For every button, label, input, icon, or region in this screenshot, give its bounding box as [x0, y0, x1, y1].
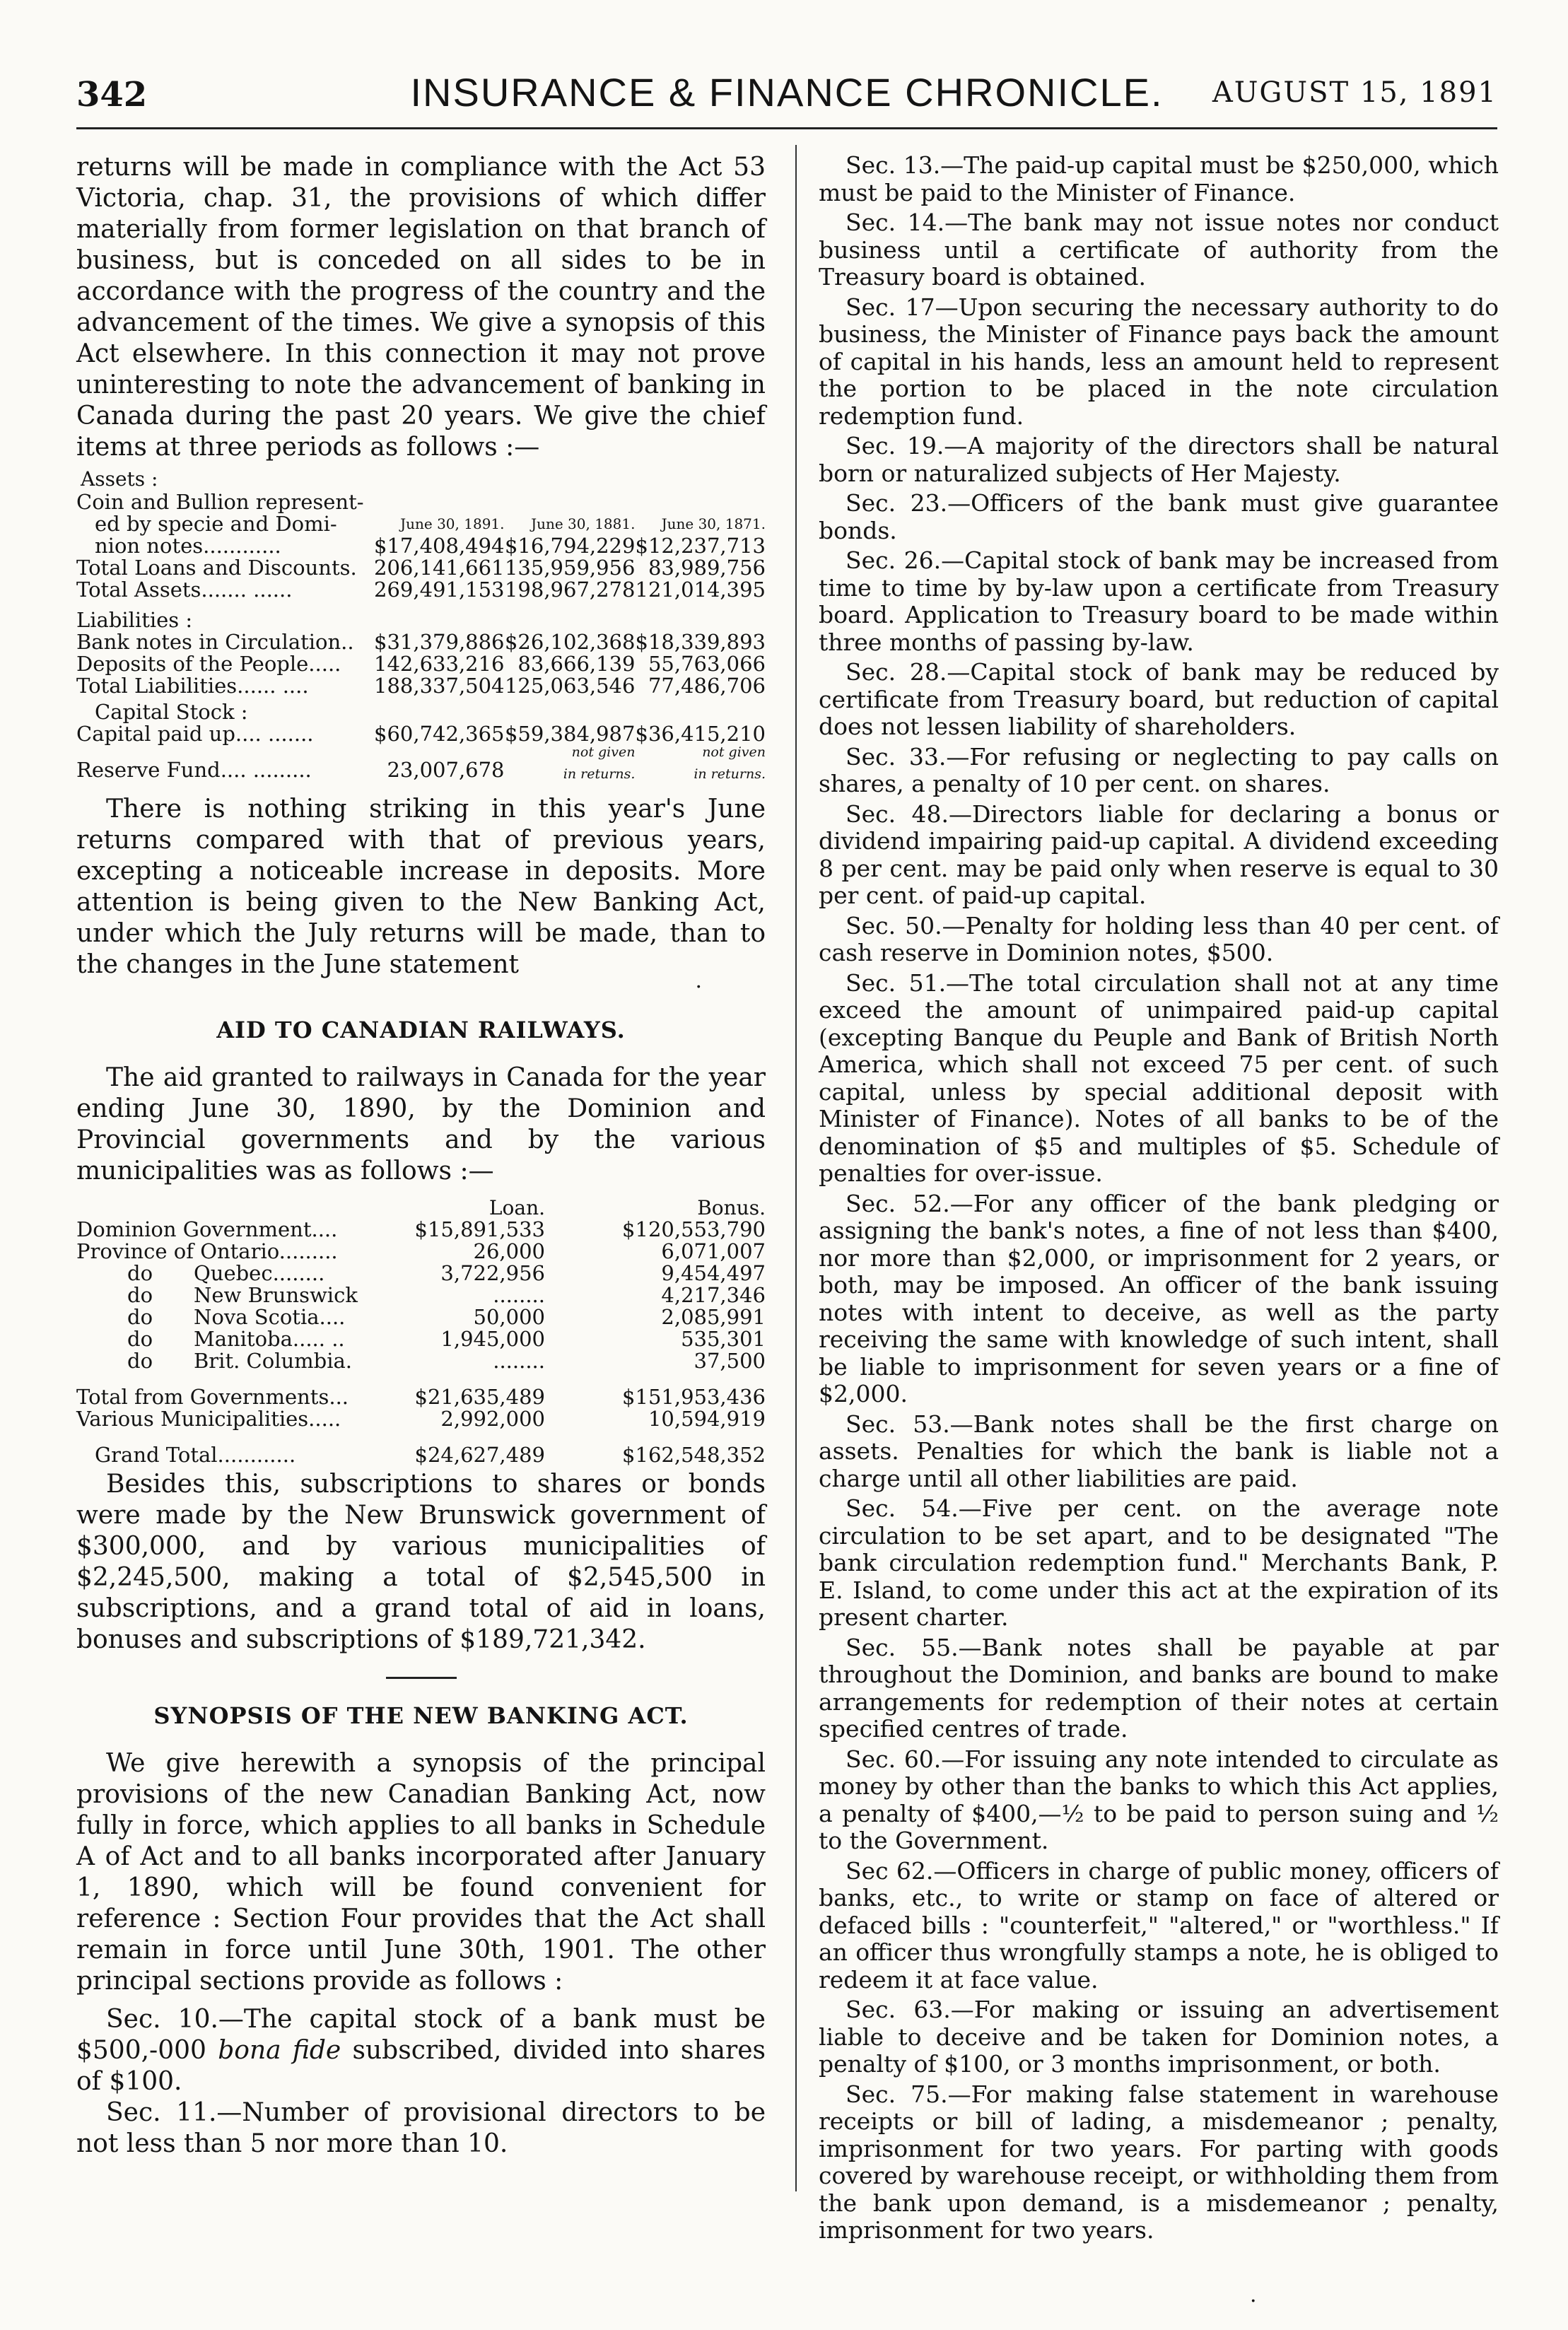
table-cell: 9,454,497	[661, 1261, 766, 1285]
table-cell: 6,071,007	[661, 1239, 766, 1263]
table-row	[76, 1306, 766, 1328]
table-cell: 1,945,000	[440, 1327, 545, 1351]
table-header-row	[76, 1197, 766, 1219]
section-paragraph: Sec. 33.—For refusing or neglecting to pay calls on shares, a penalty of 10 per cent. on shares.	[819, 742, 1499, 797]
assets-label: Assets :	[81, 467, 158, 491]
table-cell: 55,763,066	[648, 652, 766, 676]
section-separator	[386, 1677, 457, 1679]
section-paragraph: Sec. 63.—For making or issuing an advertisement liable to deceive and be taken for Dominion notes, a penalty of $100, or 3 months imprisonment, or both.	[819, 1996, 1499, 2078]
row-label: Total Loans and Discounts.	[76, 556, 357, 580]
row-label	[76, 1263, 394, 1284]
ditto-mark: do	[127, 1305, 153, 1329]
table-cell: 188,337,504	[374, 674, 505, 698]
bona-fide-text: bona fide	[218, 2036, 341, 2065]
row-label-text: Quebec........	[194, 1261, 325, 1285]
section-paragraph: Sec. 53.—Bank notes shall be the first charge on assets. Penalties for which the bank is liable not a charge until all other liabilities are paid.	[819, 1410, 1499, 1492]
table-cell: 4,217,346	[661, 1283, 766, 1307]
row-label	[76, 1328, 394, 1350]
table-cell: 535,301	[681, 1327, 766, 1351]
table-cell: 50,000	[473, 1305, 545, 1329]
table-cell: 10,594,919	[648, 1407, 766, 1431]
table-cell: 77,486,706	[648, 674, 766, 698]
row-label-text: Dominion Government....	[76, 1217, 338, 1241]
column-header: June 30, 1881.	[531, 515, 636, 532]
section-paragraph: Sec. 52.—For any officer of the bank pledging or assigning the bank's notes, a fine of not less than $400, nor more than $2,000, or imprisonment for 2 years, or both, may be imposed. An officer of the bank issuing notes with intent to deceive, as well as the party receiving the same with knowledge of such intent, shall be liable to imprisonment for seven years or a fine of $2,000.	[819, 1189, 1499, 1407]
table-row	[76, 1444, 766, 1466]
table-cell: $36,415,210	[635, 722, 766, 746]
row-label: Bank notes in Circulation..	[76, 630, 354, 654]
row-label: Total from Governments...	[76, 1385, 349, 1409]
table-cell: 3,722,956	[440, 1261, 545, 1285]
section-10-text-end: subscribed, divided into shares of $100.	[76, 2036, 766, 2096]
table-cell: 135,959,956	[504, 556, 636, 580]
table-cell: 23,007,678	[387, 758, 505, 782]
table-cell: $31,379,886	[374, 630, 505, 654]
table-row	[76, 1263, 766, 1284]
not-given-note: in returns.	[694, 766, 766, 782]
not-given-note: in returns.	[563, 766, 636, 782]
aid-intro-paragraph: The aid granted to railways in Canada for the year ending June 30, 1890, by the Dominion and Provincial governments and by the various municipalities was as follows :—	[76, 1063, 766, 1186]
row-label	[76, 1219, 394, 1241]
section-paragraph: Sec. 17—Upon securing the necessary authority to do business, the Minister of Finance pays back the amount of capital in his hands, less an amount held to represent the portion to be placed in the note circulation redemption fund.	[819, 293, 1499, 430]
table-cell: $17,408,494	[374, 534, 505, 558]
row-label: Total Assets....... ......	[76, 578, 293, 602]
table-row	[76, 745, 766, 759]
table-row	[76, 1386, 766, 1408]
issue-date: AUGUST 15, 1891	[1212, 76, 1497, 109]
column-header: June 30, 1891.	[400, 515, 505, 532]
table-cell: $120,553,790	[622, 1217, 766, 1241]
table-cell: ........	[493, 1349, 545, 1373]
table-row	[76, 579, 766, 601]
page-header	[76, 69, 1497, 119]
section-paragraph: Sec. 13.—The paid-up capital must be $250,000, which must be paid to the Minister of Finance.	[819, 151, 1499, 206]
row-label: ed by specie and Domi-	[95, 512, 337, 536]
row-label: Coin and Bullion represent-	[76, 490, 364, 514]
section-paragraph: Sec. 26.—Capital stock of bank may be increased from time to time by by-law upon a certificate from Treasury board. Application to Treasury board to be made within three months of passing by-law.	[819, 546, 1499, 656]
table-cell: 83,989,756	[648, 556, 766, 580]
row-label: Deposits of the People.....	[76, 652, 341, 676]
table-row	[76, 697, 766, 723]
table-cell: $60,742,365	[374, 722, 505, 746]
row-label-text: New Brunswick	[194, 1283, 358, 1307]
table-cell: 142,633,216	[374, 652, 505, 676]
section-paragraph: Sec. 54.—Five per cent. on the average note circulation to be set apart, and to be designated "The bank circulation redemption fund." Merchants Bank, P. E. Island, to come under this act at the expiration of its present charter.	[819, 1494, 1499, 1631]
section-paragraph: Sec. 50.—Penalty for holding less than 40 per cent. of cash reserve in Dominion notes, $500.	[819, 911, 1499, 966]
section-paragraph: Sec. 55.—Bank notes shall be payable at par throughout the Dominion, and banks are bound to make arrangements for redemption of their notes at certain specified centres of trade.	[819, 1633, 1499, 1743]
ditto-mark: do	[127, 1349, 153, 1373]
ditto-mark: do	[127, 1327, 153, 1351]
table-row	[76, 653, 766, 675]
row-label-text: Manitoba..... ..	[194, 1327, 345, 1351]
table-cell: $26,102,368	[504, 630, 636, 654]
page-number: 342	[76, 75, 148, 115]
table-cell: 269,491,153	[374, 578, 505, 602]
table-cell: $162,548,352	[622, 1443, 766, 1467]
ditto-mark: do	[127, 1261, 153, 1285]
table-row	[76, 491, 766, 513]
publication-title: INSURANCE & FINANCE CHRONICLE.	[410, 70, 1164, 115]
row-label: Various Municipalities.....	[76, 1407, 341, 1431]
table-cell: 2,085,991	[661, 1305, 766, 1329]
row-label: Total Liabilities...... ....	[76, 674, 309, 698]
table-row	[76, 1241, 766, 1263]
table-cell: $16,794,229	[504, 534, 636, 558]
section-paragraph: Sec. 19.—A majority of the directors shall be natural born or naturalized subjects of Her Majesty.	[819, 432, 1499, 487]
table-cell: 2,992,000	[440, 1407, 545, 1431]
row-label-text: Brit. Columbia.	[194, 1349, 352, 1373]
table-row	[76, 759, 766, 781]
table-cell: $15,891,533	[414, 1217, 545, 1241]
table-row	[76, 1408, 766, 1430]
column-header: Bonus.	[697, 1196, 766, 1219]
table-cell: $18,339,893	[635, 630, 766, 654]
liabilities-label: Liabilities :	[76, 608, 193, 632]
aid-heading: AID TO CANADIAN RAILWAYS.	[216, 1017, 626, 1043]
row-label: Capital paid up.... .......	[76, 722, 314, 746]
column-header: June 30, 1871.	[661, 515, 766, 532]
section-paragraph: Sec. 60.—For issuing any note intended to circulate as money by other than the banks to which this Act applies, a penalty of $400,—½ to be paid to person suing and ½ to the Government.	[819, 1745, 1499, 1854]
not-given-note: not given	[571, 744, 636, 760]
table-cell: $24,627,489	[414, 1443, 545, 1467]
section-paragraph: Sec. 48.—Directors liable for declaring a bonus or dividend impairing paid-up capital. A dividend exceeding 8 per cent. may be paid only when reserve is equal to 30 per cent. of paid-up capital.	[819, 800, 1499, 909]
section-paragraph: Sec. 28.—Capital stock of bank may be reduced by certificate from Treasury board, but reduction of capital does not lessen liability of shareholders.	[819, 658, 1499, 740]
synopsis-heading: SYNOPSIS OF THE NEW BANKING ACT.	[153, 1702, 689, 1729]
table-row	[76, 513, 766, 535]
table-cell: ........	[493, 1283, 545, 1307]
intro-paragraph: returns will be made in compliance with the Act 53 Victoria, chap. 31, the provisions of which differ materially from former legislation on that branch of business, but is conceded on all sides to be in accordance with the progress of the country and the advancement of the times. We give a synopsis of this Act elsewhere. In this connection it may not prove uninteresting to note the advancement of banking in Canada during the past 20 years. We give the chief items at three periods as follows :—	[76, 153, 766, 462]
table-cell: $21,635,489	[414, 1385, 545, 1409]
row-label	[76, 1306, 394, 1328]
row-label-text: Nova Scotia....	[194, 1305, 346, 1329]
section-paragraph: Sec. 23.—Officers of the bank must give guarantee bonds.	[819, 489, 1499, 544]
row-label: nion notes............	[95, 534, 281, 558]
header-rule	[76, 127, 1497, 129]
bottom-dot-mark: ·	[1250, 2289, 1257, 2314]
section-10-paragraph	[76, 2004, 766, 2097]
table-cell: $59,384,987	[504, 722, 636, 746]
table-cell: $151,953,436	[622, 1385, 766, 1409]
table-cell: 37,500	[694, 1349, 766, 1373]
column-header: Loan.	[488, 1196, 545, 1219]
section-11-paragraph: Sec. 11.—Number of provisional directors to be not less than 5 nor more than 10.	[76, 2098, 766, 2158]
table-row	[76, 723, 766, 745]
table-row	[76, 675, 766, 697]
row-label	[76, 1350, 394, 1372]
table-cell: $12,237,713	[635, 534, 766, 558]
capital-stock-label: Capital Stock :	[95, 700, 248, 724]
row-label: Reserve Fund.... .........	[76, 758, 312, 782]
aid-rows	[76, 1219, 766, 1372]
dot-mark: ·	[695, 975, 702, 1000]
june-returns-paragraph: There is nothing striking in this year's June returns compared with that of previous years, excepting a noticeable increase in deposits. More attention is being given to the New Banking Act, under which the July returns will be made, than to the changes in the June statement	[76, 795, 766, 979]
synopsis-intro-paragraph: We give herewith a synopsis of the principal provisions of the new Canadian Banking Act, now fully in force, which applies to all banks in Schedule A of Act and to all banks incorporated after January 1, 1890, which will be found convenient for reference : Section Four provides that the Act shall remain in force until June 30th, 1901. The other principal sections provide as follows :	[76, 1749, 766, 1996]
bank-statistics-table	[76, 491, 766, 781]
section-paragraph: Sec 62.—Officers in charge of public money, officers of banks, etc., to write or stamp on face of altered or defaced bills : "counterfeit," "altered," or "worthless." If an officer thus wrongfully stamps a note, he is obliged to redeem it at face value.	[819, 1856, 1499, 1994]
table-row	[76, 601, 766, 631]
table-row	[76, 535, 766, 557]
railway-aid-table	[76, 1197, 766, 1466]
column-divider	[795, 145, 797, 2191]
table-row	[76, 1219, 766, 1241]
row-label-text: Province of Ontario.........	[76, 1239, 338, 1263]
section-10-text: Sec. 10.—The capital stock of a bank must be $500,-000	[76, 2005, 766, 2065]
table-cell: 83,666,139	[517, 652, 636, 676]
subscriptions-paragraph: Besides this, subscriptions to shares or bonds were made by the New Brunswick government of $300,000, and by various municipalities of $2,245,500, making a total of $2,545,500 in subscriptions, and a grand total of aid in loans, bonuses and subscriptions of $189,721,342.	[76, 1470, 766, 1654]
table-cell: 26,000	[473, 1239, 545, 1263]
row-label	[76, 1241, 394, 1263]
table-row	[76, 631, 766, 653]
table-row	[76, 1284, 766, 1306]
section-paragraph: Sec. 51.—The total circulation shall not at any time exceed the amount of unimpaired paid-up capital (excepting Banque du Peuple and Bank of British North America, which shall not exceed 75 per cent. of such capital, unless by special additional deposit with Minister of Finance). Notes of all banks to be of the denomination of $5 and multiples of $5. Schedule of penalties for over-issue.	[819, 968, 1499, 1187]
row-label: Grand Total............	[95, 1443, 296, 1467]
table-row	[76, 557, 766, 579]
row-label	[76, 1284, 394, 1306]
ditto-mark: do	[127, 1283, 153, 1307]
table-row	[76, 1328, 766, 1350]
left-column	[76, 152, 766, 2160]
right-column	[819, 152, 1499, 2247]
table-cell: 121,014,395	[635, 578, 766, 602]
section-paragraph: Sec. 75.—For making false statement in warehouse receipts or bill of lading, a misdemeanor ; penalty, imprisonment for two years. For parting with goods covered by warehouse receipt, or withholding them from the bank upon demand, is a misdemeanor ; penalty, imprisonment for two years.	[819, 2080, 1499, 2244]
not-given-note: not given	[702, 744, 766, 760]
table-row	[76, 1350, 766, 1372]
table-cell: 206,141,661	[374, 556, 505, 580]
table-cell: 125,063,546	[504, 674, 636, 698]
table-cell: 198,967,278	[504, 578, 636, 602]
section-paragraph: Sec. 14.—The bank may not issue notes nor conduct business until a certificate of authority from the Treasury board is obtained.	[819, 209, 1499, 291]
